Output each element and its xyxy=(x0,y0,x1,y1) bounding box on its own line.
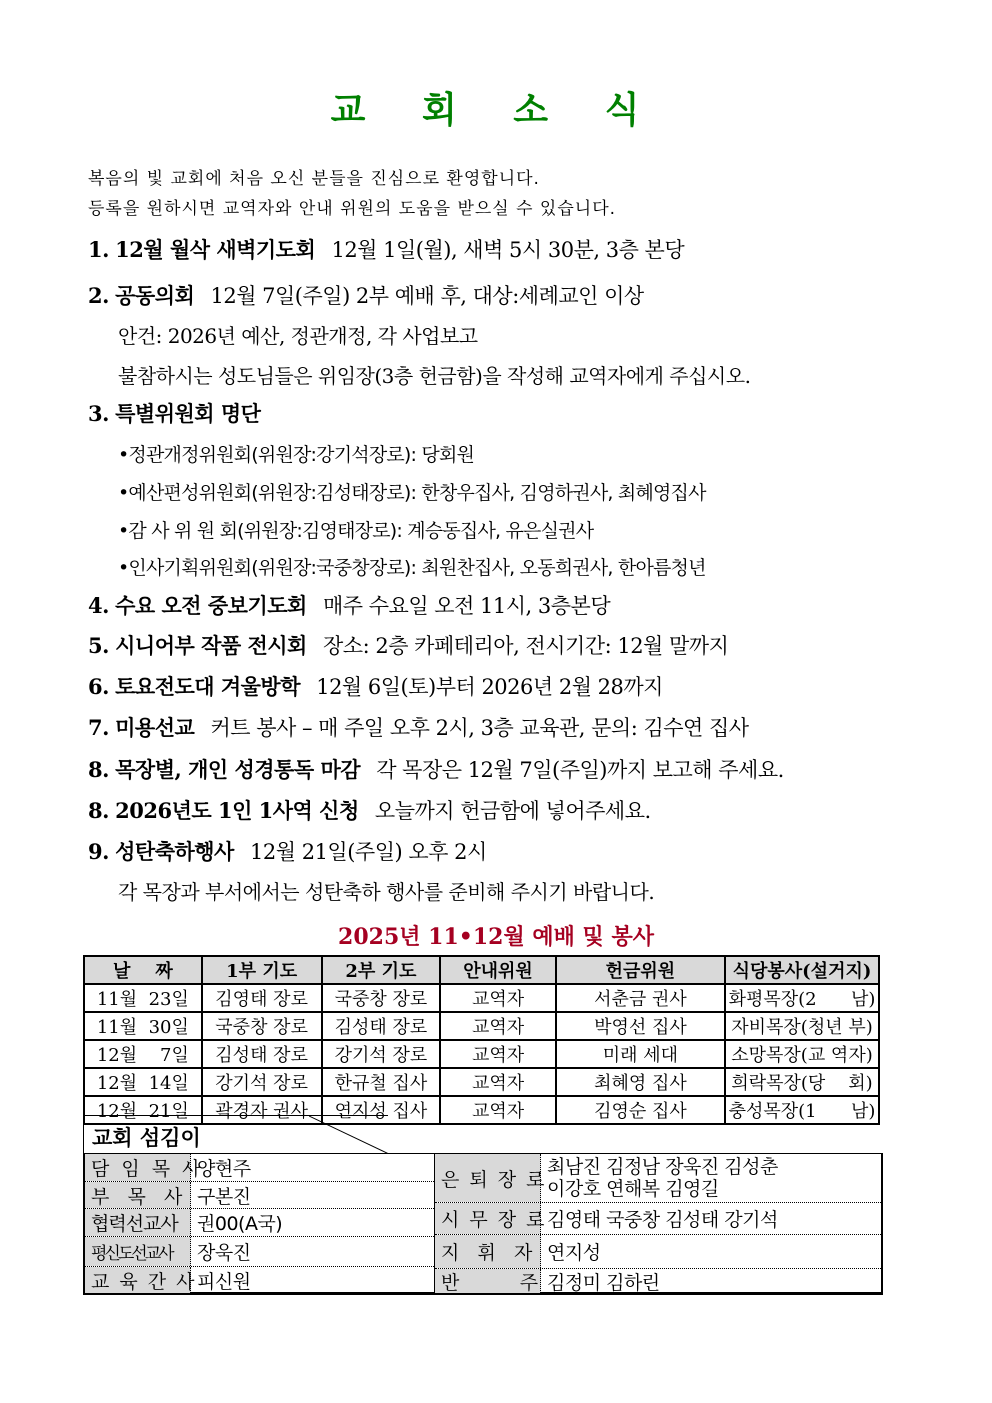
item-heading: 성탄축하행사 xyxy=(115,839,234,864)
staff-value: 연지성 xyxy=(547,1242,601,1264)
item-heading: 특별위원회 명단 xyxy=(115,401,261,426)
item-heading: 공동의회 xyxy=(115,283,195,308)
cell-date: 12월 21일 xyxy=(84,1096,202,1124)
cell-offering: 최혜영 집사 xyxy=(556,1068,725,1096)
staff-value: 김영태 국중창 김성태 강기석 xyxy=(547,1209,778,1231)
cell-date: 11월 23일 xyxy=(84,984,202,1012)
cell-prayer-2: 연지성 집사 xyxy=(322,1096,441,1124)
cell-prayer-2: 국중창 장로 xyxy=(322,984,441,1012)
staff-row xyxy=(85,1267,434,1293)
item-9-sub-1: 각 목장과 부서에서는 성탄축하 행사를 준비해 주시기 바랍니다. xyxy=(118,880,655,904)
staff-value: 김정미 김하린 xyxy=(547,1271,660,1294)
news-item-6 xyxy=(88,671,663,701)
staff-row xyxy=(85,1237,434,1267)
cell-date: 11월 30일 xyxy=(84,1012,202,1040)
staff-value: 양현주 xyxy=(197,1158,251,1180)
news-item-1 xyxy=(88,234,684,264)
staff-label: 시 무 장 로 xyxy=(435,1203,541,1234)
item-heading: 2026년도 1인 1사역 신청 xyxy=(115,798,359,823)
item-number: 4. xyxy=(88,593,109,618)
staff-value: 장욱진 xyxy=(197,1242,251,1264)
item-number: 7. xyxy=(88,715,109,740)
table-row xyxy=(84,984,879,1012)
item-number: 6. xyxy=(88,674,109,699)
staff-row xyxy=(85,1209,434,1237)
col-usher: 안내위원 xyxy=(440,956,556,984)
item-heading: 수요 오전 중보기도회 xyxy=(115,593,307,618)
item-body: 12월 7일(주일) 2부 예배 후, 대상:세례교인 이상 xyxy=(210,284,644,308)
table-row xyxy=(84,1068,879,1096)
item-heading: 미용선교 xyxy=(115,715,195,740)
cell-prayer-2: 강기석 장로 xyxy=(322,1040,441,1068)
item-body: 12월 6일(토)부터 2026년 2월 28까지 xyxy=(316,675,663,699)
cell-date: 12월 14일 xyxy=(84,1068,202,1096)
item-body: 오늘까지 헌금함에 넣어주세요. xyxy=(374,799,651,823)
news-item-9 xyxy=(88,836,487,866)
schedule-title: 2025년 11•12월 예배 및 봉사 xyxy=(338,924,654,950)
staff-row xyxy=(435,1203,881,1235)
item-body: 커트 봉사 – 매 주일 오후 2시, 3층 교육관, 문의: 김수연 집사 xyxy=(210,716,749,740)
cell-usher: 교역자 xyxy=(440,984,556,1012)
item-body: 매주 수요일 오전 11시, 3층본당 xyxy=(323,594,611,618)
staff-value: 권00(A국) xyxy=(197,1213,283,1235)
staff-value-line: 최남진 김정남 장욱진 김성춘 xyxy=(547,1156,778,1178)
item-number: 9. xyxy=(88,839,109,864)
staff-label: 협력선교사 xyxy=(85,1209,191,1236)
committee-3: •감 사 위 원 회(위원장:김영태장로): 계승동집사, 유은실권사 xyxy=(118,520,594,542)
item-number: 8. xyxy=(88,757,109,782)
staff-label: 은 퇴 장 로 xyxy=(435,1154,541,1202)
committee-2: •예산편성위원회(위원장:김성태장로): 한창우집사, 김영하권사, 최혜영집사 xyxy=(118,482,706,504)
col-date: 날 짜 xyxy=(84,956,202,984)
item-2-sub-1: 안건: 2026년 예산, 정관개정, 각 사업보고 xyxy=(118,324,478,348)
cell-prayer-2: 한규철 집사 xyxy=(322,1068,441,1096)
news-item-5 xyxy=(88,630,728,660)
staff-value xyxy=(547,1154,881,1202)
item-heading: 목장별, 개인 성경통독 마감 xyxy=(115,757,361,782)
cell-usher: 교역자 xyxy=(440,1040,556,1068)
page-title: 교 회 소 식 xyxy=(330,90,662,131)
item-number: 8. xyxy=(88,798,109,823)
staff-row xyxy=(435,1269,881,1293)
staff-grid xyxy=(83,1153,883,1295)
item-number: 3. xyxy=(88,401,109,426)
cell-offering: 서춘금 권사 xyxy=(556,984,725,1012)
cell-kitchen: 희락목장(당 회) xyxy=(725,1068,879,1096)
item-body: 12월 1일(월), 새벽 5시 30분, 3층 본당 xyxy=(331,238,685,262)
cell-prayer-1: 국중창 장로 xyxy=(202,1012,322,1040)
col-offering: 헌금위원 xyxy=(556,956,725,984)
item-heading: 토요전도대 겨울방학 xyxy=(115,674,301,699)
staff-title: 교회 섬김이 xyxy=(92,1126,201,1150)
schedule-header-row xyxy=(84,956,879,984)
intro-line-1: 복음의 빛 교회에 처음 오신 분들을 진심으로 환영합니다. xyxy=(88,169,540,189)
table-row xyxy=(84,1012,879,1040)
schedule-table xyxy=(83,955,880,1125)
committee-4: •인사기획위원회(위원장:국중창장로): 최원찬집사, 오동희권사, 한아름청년 xyxy=(118,557,706,579)
news-item-7 xyxy=(88,712,749,742)
item-number: 2. xyxy=(88,283,109,308)
news-item-4 xyxy=(88,590,610,620)
staff-value-line: 이강호 연해복 김영길 xyxy=(547,1178,719,1200)
staff-left-column xyxy=(85,1154,435,1292)
cell-kitchen: 소망목장(교 역자) xyxy=(725,1040,879,1068)
cell-prayer-1: 김성태 장로 xyxy=(202,1040,322,1068)
staff-row xyxy=(435,1154,881,1203)
item-number: 1. xyxy=(88,237,109,262)
staff-label: 부 목 사 xyxy=(85,1182,191,1208)
cell-offering: 김영순 집사 xyxy=(556,1096,725,1124)
col-kitchen: 식당봉사(설거지) xyxy=(725,956,879,984)
item-number: 5. xyxy=(88,633,109,658)
staff-section xyxy=(83,1115,883,1295)
diagonal-tab-line xyxy=(309,1116,389,1154)
table-row xyxy=(84,1040,879,1068)
staff-label: 교 육 간 사 xyxy=(85,1267,191,1293)
cell-usher: 교역자 xyxy=(440,1068,556,1096)
item-2-sub-2: 불참하시는 성도님들은 위임장(3층 헌금함)을 작성해 교역자에게 주십시오. xyxy=(118,364,751,388)
cell-prayer-2: 김성태 장로 xyxy=(322,1012,441,1040)
intro-line-2: 등록을 원하시면 교역자와 안내 위원의 도움을 받으실 수 있습니다. xyxy=(88,199,617,219)
cell-usher: 교역자 xyxy=(440,1096,556,1124)
cell-date: 12월 7일 xyxy=(84,1040,202,1068)
cell-offering: 미래 세대 xyxy=(556,1040,725,1068)
cell-offering: 박영선 집사 xyxy=(556,1012,725,1040)
item-heading: 12월 월삭 새벽기도회 xyxy=(115,237,316,262)
cell-prayer-1: 곽경자 권사 xyxy=(202,1096,322,1124)
staff-row xyxy=(85,1182,434,1209)
cell-prayer-1: 강기석 장로 xyxy=(202,1068,322,1096)
staff-value: 구본진 xyxy=(197,1185,251,1208)
item-body: 각 목장은 12월 7일(주일)까지 보고해 주세요. xyxy=(376,758,784,782)
staff-label: 평신도선교사 xyxy=(85,1237,191,1266)
staff-header xyxy=(83,1115,388,1153)
item-body: 장소: 2층 카페테리아, 전시기간: 12월 말까지 xyxy=(323,634,729,658)
news-item-3 xyxy=(88,398,270,428)
item-body: 12월 21일(주일) 오후 2시 xyxy=(250,840,487,864)
item-heading: 시니어부 작품 전시회 xyxy=(115,633,307,658)
col-prayer-2: 2부 기도 xyxy=(322,956,441,984)
cell-prayer-1: 김영태 장로 xyxy=(202,984,322,1012)
staff-label: 지 휘 자 xyxy=(435,1235,541,1268)
news-item-8b xyxy=(88,795,651,825)
staff-right-column xyxy=(435,1154,881,1292)
staff-label: 반 주 xyxy=(435,1269,541,1293)
staff-row xyxy=(435,1235,881,1269)
cell-kitchen: 충성목장(1 남) xyxy=(725,1096,879,1124)
col-prayer-1: 1부 기도 xyxy=(202,956,322,984)
cell-usher: 교역자 xyxy=(440,1012,556,1040)
news-item-2 xyxy=(88,280,644,310)
cell-kitchen: 화평목장(2 남) xyxy=(725,984,879,1012)
staff-value: 피신원 xyxy=(197,1270,251,1293)
staff-row xyxy=(85,1154,434,1182)
committee-1: •정관개정위원회(위원장:강기석장로): 당회원 xyxy=(118,444,475,466)
news-item-8 xyxy=(88,754,784,784)
staff-label: 담 임 목 사 xyxy=(85,1154,191,1181)
cell-kitchen: 자비목장(청년 부) xyxy=(725,1012,879,1040)
